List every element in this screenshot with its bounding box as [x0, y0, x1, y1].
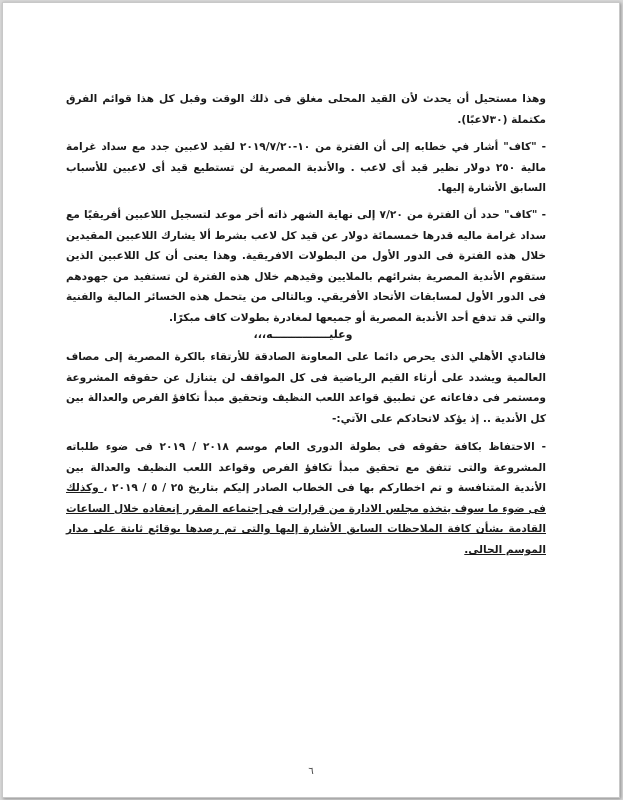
document-page	[2, 2, 620, 798]
paragraph-4: فالنادي الأهلي الذى يحرص دائما على المعاونة الصادقة للأرتقاء بالكرة المصرية إلى مصاف العالمية ويشدد على أرثاء القيم الرياضية فى كل المواقف لن يتنازل عن حقوقه المشروعة ومستمر فى دفاعاته عن تطبيق قواعد اللعب النظيف وتحقيق مبدأ تكافؤ الفرص والعدالة بين كل الأندية .. إذ يؤكد لاتحادكم على الآتي:-	[66, 351, 546, 425]
page-number: ٦	[308, 766, 314, 777]
paragraph-2: - "كاف" أشار في خطابه إلى أن الفترة من ١٠-٢٠١٩/٧/٢٠ لقيد لاعبين جدد مع سداد غرامة مالية ٢٥٠ دولار نظير قيد أى لاعب . والأندية المصرية لن تستطيع قيد أى لاعبين للأسباب السابق الأشارة إليها.	[66, 141, 547, 195]
paragraph-5-underlined-text: وكذلك فى ضوء ما سوف يتخذه مجلس الادارة من قرارات فى إجتماعه المقرر إنعقاده خلال الساعات القادمة بشأن كافة الملاحظات السابق الأشارة إليها والتى تم رصدها بوقائع ثابتة على مدار الموسم الحالى.	[66, 482, 546, 556]
paragraph-5	[66, 437, 546, 561]
closing-heading: وعليـــــــــــــــه،،،	[253, 328, 353, 341]
paragraph-1: وهذا مستحيل أن يحدث لأن القيد المحلى مغلق فى ذلك الوقت وقبل كل هذا قوائم الفرق مكتملة (٣٠لاعبًا).	[66, 93, 546, 126]
paragraph-5-text: - الاحتفاظ بكافة حقوقه فى بطولة الدورى العام موسم ٢٠١٨ / ٢٠١٩ فى ضوء طلباته المشروعة والتى تتفق مع تحقيق مبدأ تكافؤ الفرص وقواعد اللعب النظيف والعدالة بين الأندية المتنافسة و تم اخطاركم بها فى الخطاب الصادر إليكم بتاريخ ٢٥ / ٥ / ٢٠١٩ ،	[66, 441, 546, 495]
paragraph-3: - "كاف" حدد أن الفترة من ٧/٢٠ إلى نهاية الشهر ذاته أخر موعد لتسجيل اللاعبين أفريقيًا مع سداد غرامة ماليه قدرها خمسمائة دولار عن قيد كل لاعب بشرط ألا يشارك اللاعبين المقيدين خلال هذه الفترة فى الدور الأول من البطولات الافريقية. وهذا يعنى أن كل اللاعبين الذين ستقوم الأندية المصرية بشرائهم بالملايين وقيدهم خلال هذه الفترة لن تستفيد من جهودهم فى الدور الأول لمسابقات الأتحاد الأفريقي. وبالتالى من يتحمل هذه الخسائر المالية والفنية والتي قد تدفع أحد الأندية المصرية أو جميعها لمغادرة بطولات كاف مبكرًا.	[66, 209, 546, 324]
